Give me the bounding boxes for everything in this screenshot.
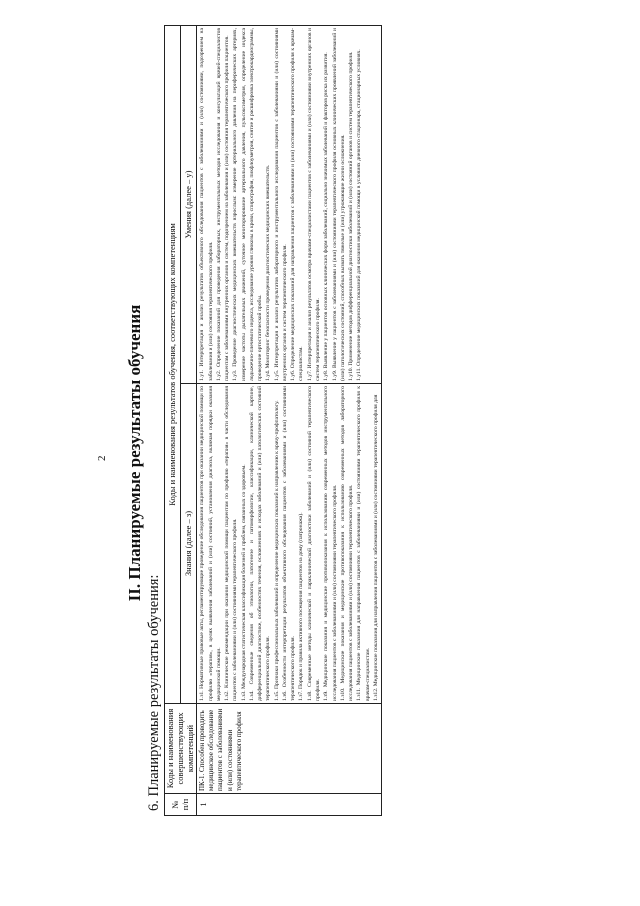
knowledge-item: 1.з4. Современные сведения об этиологии, патогенезе и патоморфологии, классификации, клинической картине, дифференциальной диагностике, особенностях течения, осложнениях и исходах заболеваний и (или) патологических состояний терапевтического профиля. (248, 386, 272, 701)
skill-item: 1.у9. Выявление у пациентов с заболеваниями и (или) состояниями терапевтического профиля основных клинических проявлений заболеваний и (или) патологических состояний, способных вызвать тяжелые и (или) угрожающие жизни осложнения. (331, 27, 346, 381)
knowledge-item: 1.з5. Признаки профессиональных заболеваний и определение медицинских показаний к направлению к врачу-профпатологу. (273, 400, 280, 701)
knowledge-item: 1.з3. Международная статистическая классификация болезней и проблем, связанных со здоровьем. (240, 464, 247, 701)
knowledge-item: 1.з11. Медицинские показания для направления пациентов с заболеваниями и (или) состояниями терапевтического профиля к врачам-специалистам. (356, 386, 371, 701)
learning-outcomes-table (164, 25, 382, 816)
skill-item: 1.у2. Определение показаний для проведения лабораторных, инструментальных методов исследования и консультаций врачей-специалистов пациентам с заболеваниями внутренних органов и систем, подозрением на заболевания и (или) состояния терапевтического профиля пациентов. (215, 27, 231, 381)
knowledge-item: 1.з8. Современные методы клинической и параклинической диагностики заболеваний и (или) состояний терапевтического профиля. (306, 386, 322, 701)
skill-item: 1.у3. Проведение диагностических медицинских вмешательств взрослым: измерение артериального давления на периферических артериях, измерение частоты дыхательных движений, суточное мониторирование артериального давления, пульсоксиметрия, определение индекса лодыжечно-плечевого индекса, исследование уровня глюкозы в крови, спирография, пикфлоуметрия, снятие и расшифровка электрокардиограммы, проведение ортостатической пробы. (232, 27, 264, 381)
skill-item: 1.у4. Мониторинг безопасности проведения диагностических медицинских вмешательств. (265, 164, 272, 381)
table-subheader-row (181, 25, 197, 815)
knowledge-cell (197, 384, 382, 704)
knowledge-item: 1.з12. Медицинские показания для направления пациентов с заболеваниями и (или) состояниями терапевтического профиля для (372, 394, 379, 701)
skill-item: 1.у6. Определение медицинских показаний для направления пациентов с заболеваниями и (или) состояниями терапевтического профиля к врачам-специалистам. (290, 27, 305, 381)
table-row (197, 25, 382, 815)
knowledge-item: 1.з7. Порядок и правила активного посещения пациентов на дому (патронажа). (298, 512, 305, 701)
header-competency: Коды и наименования совершенствующих компетенций (165, 704, 197, 794)
header-outcomes-group: Коды и наименования результатов обучения, соответствующих компетенциям (165, 25, 181, 703)
header-skills: Умения (далее – у) (181, 25, 197, 383)
page-number: 2 (96, 455, 108, 461)
header-knowledge: Знания (далее – з) (181, 384, 197, 704)
skill-item: 1.у1. Интерпретация и анализ результатов объективного обследования пациентов с заболеваниями и (или) состояниями, подозрением на заболевания и (или) состояния терапевтического профиля. (199, 27, 214, 381)
knowledge-item: 1.з2. Клинические рекомендации при оказании медицинской помощи пациентам по профилю «терапия» в части обследования пациентов с заболеваниями и (или) состояниями терапевтического профиля. (224, 386, 239, 701)
row-number: 1 (197, 794, 382, 816)
skill-item: 1.у11. Определение медицинских показаний для оказания медицинской помощи в условиях дневного стационара, стационарных условиях. (356, 49, 363, 381)
knowledge-item: 1.з6. Особенности интерпретации результатов объективного обследования пациентов с заболеваниями и (или) состояниями терапевтического профиля. (281, 386, 297, 701)
table-header-row (165, 25, 181, 815)
skill-item: 1.у10. Применение методов дифференциальной диагностики заболеваний и (или) состояний органов и систем терапевтического профиля. (348, 51, 355, 381)
knowledge-item: 1.з10. Медицинские показания и медицинские противопоказания к использованию современных методов лабораторного исследования пациентов с заболеваниями и (или) состояниями терапевтического профиля. (339, 386, 355, 701)
subsection-title: 6. Планируемые результаты обучения: (146, 574, 162, 811)
knowledge-item: 1.з1. Нормативные правовые акты, регламентирующие проведение обследования пациентов при оказании медицинской помощи по профилю «терапия», в целях выявления заболеваний и (или) состояний, установления диагноза, включая порядки оказания медицинской помощи. (199, 386, 222, 701)
skill-item: 1.у7. Интерпретация и анализ результатов осмотра врачами-специалистами пациентов с заболеваниями и (или) состояниями внутренних органов и систем терапевтического профиля. (306, 27, 322, 381)
knowledge-item: 1.з9. Медицинские показания и медицинские противопоказания к использованию современных методов инструментального исследования пациентов с заболеваниями и (или) состояниями терапевтического профиля. (323, 386, 338, 701)
competency-cell: ПК-1. Способен проводить медицинское обследование пациентов с заболеваниями и (или) состояниями терапевтического профиля (197, 704, 382, 794)
skills-cell (197, 25, 382, 383)
header-num: № п/п (165, 794, 197, 816)
skill-item: 1.у5. Интерпретация и анализ результатов лабораторного и инструментального исследования пациентов с заболеваниями и (или) состояниями внутренних органов и систем терапевтического профиля. (273, 27, 288, 381)
skill-item: 1.у8. Выявление у пациентов основных клинических форм заболеваний, социально значимых заболеваний и факторов риска их развития. (323, 52, 330, 381)
section-title: II. Планируемые результаты обучения (125, 304, 144, 602)
